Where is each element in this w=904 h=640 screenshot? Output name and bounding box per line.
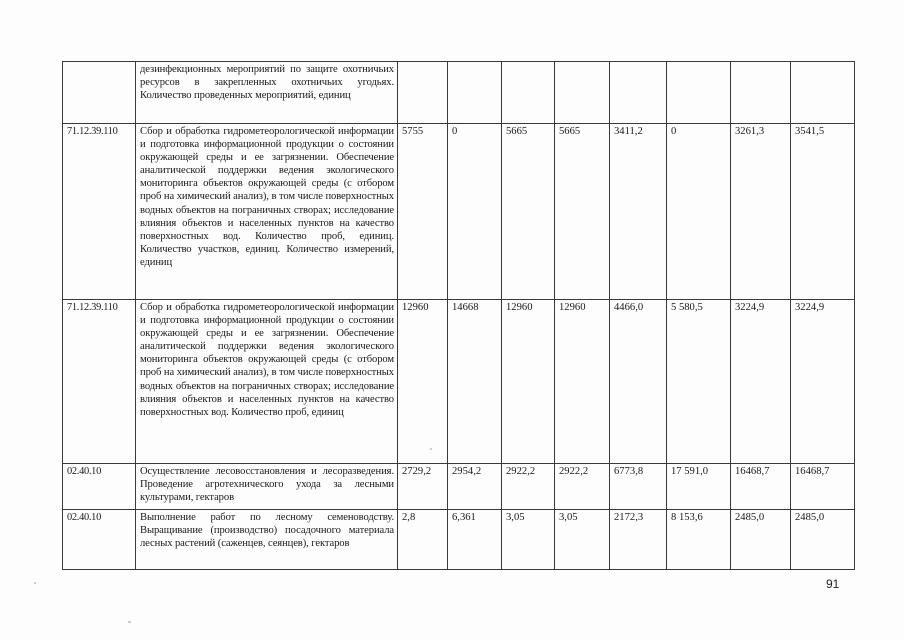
row-value-4: 2922,2 [555,464,610,510]
row-code: 71.12.39.110 [63,300,136,464]
row-description: дезинфекционных мероприятий по защите охотничьих ресурсов в закрепленных охотничьих угодьях. Количество проведенных мероприятий, единиц [136,62,398,124]
row-value-3: 5665 [502,124,555,300]
row-value-1: 2729,2 [398,464,448,510]
row-value-8: 2485,0 [791,510,855,570]
row-value-1: 5755 [398,124,448,300]
row-value-5: 2172,3 [610,510,667,570]
row-value-3 [502,62,555,124]
page-number: 91 [826,577,840,591]
row-description: Выполнение работ по лесному семеноводству. Выращивание (производство) посадочного материала лесных растений (саженцев, сеянцев), гектаров [136,510,398,570]
table-row [63,300,855,464]
table-row [63,62,855,124]
scan-speck [34,582,36,584]
row-value-6: 17 591,0 [667,464,731,510]
row-value-6: 0 [667,124,731,300]
row-code: 02.40.10 [63,510,136,570]
row-code: 02.40.10 [63,464,136,510]
row-value-5: 6773,8 [610,464,667,510]
row-value-7: 3261,3 [731,124,791,300]
table-row [63,124,855,300]
row-value-5: 3411,2 [610,124,667,300]
row-value-3: 3,05 [502,510,555,570]
row-value-4 [555,62,610,124]
row-value-1 [398,62,448,124]
scan-speck [128,621,131,623]
row-value-3: 2922,2 [502,464,555,510]
row-value-7 [731,62,791,124]
row-value-8: 16468,7 [791,464,855,510]
row-value-7: 16468,7 [731,464,791,510]
row-value-8: 3541,5 [791,124,855,300]
row-value-5: 4466,0 [610,300,667,464]
row-value-6: 5 580,5 [667,300,731,464]
row-value-4: 3,05 [555,510,610,570]
row-value-6 [667,62,731,124]
row-value-2: 0 [448,124,502,300]
services-table [62,61,855,570]
row-description: Сбор и обработка гидрометеорологической информации и подготовка информационной продукции о состоянии окружающей среды и ее загрязнении. Обеспечение аналитической поддержки ведения экологического мониторинга объектов окружающей среды (с отбором проб на химический анализ), в том числе поверхностных водных объектов на пограничных створах; исследование влияния объектов и населенных пунктов на качество поверхностных вод. Количество проб, единиц [136,300,398,464]
table-row [63,510,855,570]
row-value-2: 2954,2 [448,464,502,510]
row-value-1: 12960 [398,300,448,464]
row-description: Сбор и обработка гидрометеорологической информации и подготовка информационной продукции о состоянии окружающей среды и ее загрязнении. Обеспечение аналитической поддержки ведения экологического мониторинга объектов окружающей среды (с отбором проб на химический анализ), в том числе поверхностных водных объектов на пограничных створах; исследование влияния объектов и населенных пунктов на качество поверхностных вод. Количество проб, единиц. Количество участков, единиц. Количество измерений, единиц [136,124,398,300]
row-value-6: 8 153,6 [667,510,731,570]
row-value-7: 3224,9 [731,300,791,464]
row-code: 71.12.39.110 [63,124,136,300]
row-value-8: 3224,9 [791,300,855,464]
row-value-5 [610,62,667,124]
row-description: Осуществление лесовосстановления и лесоразведения. Проведение агротехнического ухода за лесными культурами, гектаров [136,464,398,510]
row-value-4: 12960 [555,300,610,464]
scan-speck [430,448,432,450]
row-value-1: 2,8 [398,510,448,570]
row-value-8 [791,62,855,124]
row-value-2: 14668 [448,300,502,464]
row-code [63,62,136,124]
row-value-2: 6,361 [448,510,502,570]
row-value-3: 12960 [502,300,555,464]
row-value-4: 5665 [555,124,610,300]
row-value-7: 2485,0 [731,510,791,570]
row-value-2 [448,62,502,124]
table-row [63,464,855,510]
